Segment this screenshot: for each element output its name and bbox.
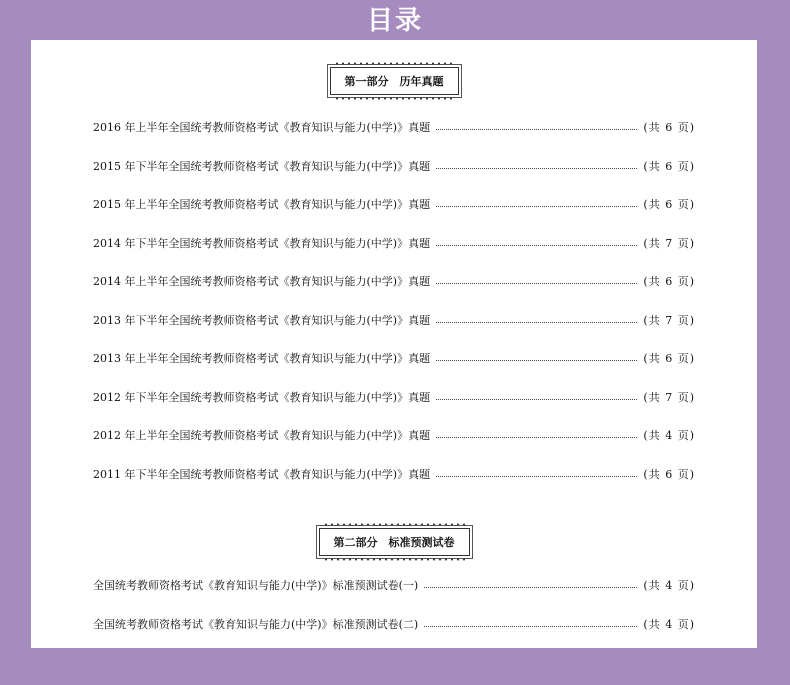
toc-row: [93, 465, 695, 483]
toc-row: [93, 118, 695, 136]
dot-leader: [436, 282, 637, 284]
toc-title: 2013 年上半年全国统考教师资格考试《教育知识与能力(中学)》真题: [93, 352, 431, 365]
dot-leader: [436, 205, 637, 207]
toc-row: [93, 349, 695, 367]
dot-leader: [436, 436, 637, 438]
dot-leader: [436, 321, 637, 323]
page-title: 目录: [366, 6, 423, 36]
dot-leader: [424, 586, 637, 588]
page-count: (共 6 页): [643, 352, 695, 365]
toc-title: 2014 年上半年全国统考教师资格考试《教育知识与能力(中学)》真题: [93, 275, 431, 288]
section-header-mock-exams: [31, 527, 757, 557]
toc-title: 2012 年上半年全国统考教师资格考试《教育知识与能力(中学)》真题: [93, 429, 431, 442]
section-header-past-exams: [31, 66, 757, 96]
page-count: (共 6 页): [643, 121, 695, 134]
page-count: (共 4 页): [643, 429, 695, 442]
toc-title: 全国统考教师资格考试《教育知识与能力(中学)》标准预测试卷(一): [93, 579, 419, 592]
dot-leader: [436, 398, 637, 400]
toc-row: [93, 272, 695, 290]
toc-title: 2014 年下半年全国统考教师资格考试《教育知识与能力(中学)》真题: [93, 237, 431, 250]
toc-title: 2016 年上半年全国统考教师资格考试《教育知识与能力(中学)》真题: [93, 121, 431, 134]
page-count: (共 7 页): [643, 314, 695, 327]
page-count: (共 4 页): [643, 579, 695, 592]
dot-leader: [436, 475, 637, 477]
ornamental-frame: [319, 528, 470, 556]
toc-row: [93, 311, 695, 329]
toc-row: [93, 234, 695, 252]
toc-row: [93, 195, 695, 213]
toc-title: 2013 年下半年全国统考教师资格考试《教育知识与能力(中学)》真题: [93, 314, 431, 327]
toc-title: 2011 年下半年全国统考教师资格考试《教育知识与能力(中学)》真题: [93, 468, 431, 481]
page-count: (共 6 页): [643, 275, 695, 288]
dot-leader: [436, 167, 637, 169]
page-count: (共 6 页): [643, 198, 695, 211]
page-count: (共 4 页): [643, 618, 695, 631]
dot-leader: [424, 625, 637, 627]
toc-page: [31, 40, 757, 648]
toc-title: 2015 年上半年全国统考教师资格考试《教育知识与能力(中学)》真题: [93, 198, 431, 211]
ornamental-frame: [330, 67, 459, 95]
section-label: 第二部分 标准预测试卷: [333, 536, 455, 549]
toc-title: 全国统考教师资格考试《教育知识与能力(中学)》标准预测试卷(二): [93, 618, 419, 631]
toc-row: [93, 157, 695, 175]
page-count: (共 6 页): [643, 468, 695, 481]
toc-row: [93, 426, 695, 444]
dot-leader: [436, 244, 637, 246]
page-count: (共 6 页): [643, 160, 695, 173]
toc-title: 2015 年下半年全国统考教师资格考试《教育知识与能力(中学)》真题: [93, 160, 431, 173]
dot-leader: [436, 128, 637, 130]
page-count: (共 7 页): [643, 237, 695, 250]
toc-title: 2012 年下半年全国统考教师资格考试《教育知识与能力(中学)》真题: [93, 391, 431, 404]
toc-row: [93, 576, 695, 594]
dot-leader: [436, 359, 637, 361]
page-count: (共 7 页): [643, 391, 695, 404]
toc-row: [93, 615, 695, 633]
toc-row: [93, 388, 695, 406]
section-label: 第一部分 历年真题: [344, 75, 444, 88]
